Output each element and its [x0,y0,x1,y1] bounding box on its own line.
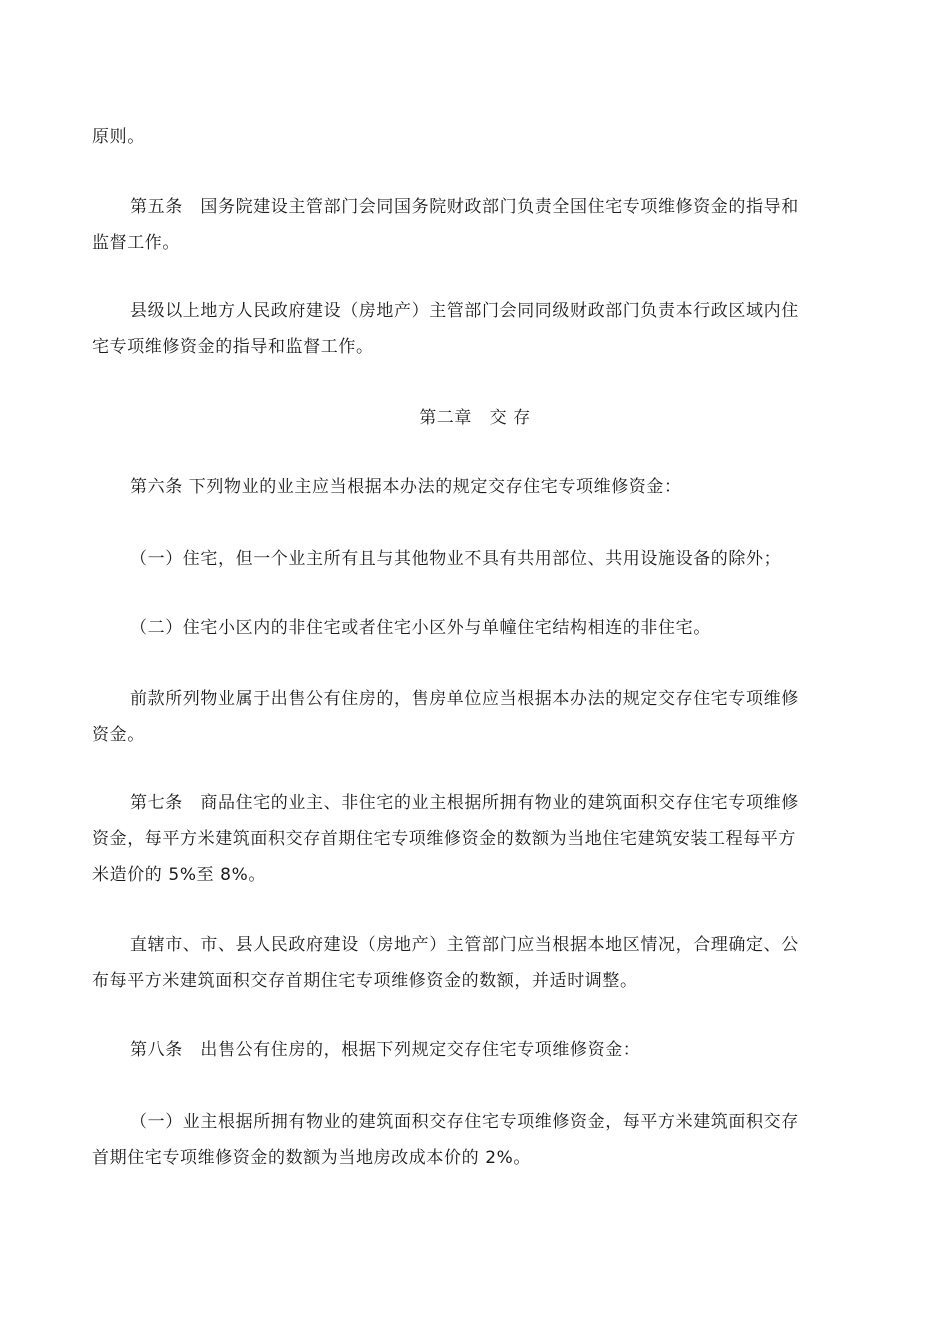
text-line: 首期住宅专项维修资金的数额为当地房改成本价的 2%。 [92,1148,531,1168]
article-8-item-1 [92,1104,862,1176]
text-line: 前款所列物业属于出售公有住房的，售房单位应当根据本办法的规定交存住宅专项维修 [130,689,799,709]
chapter-2-heading [0,400,950,436]
text-line: （一）业主根据所拥有物业的建筑面积交存住宅专项维修资金，每平方米建筑面积交存 [130,1112,799,1132]
text-line: 第六条 下列物业的业主应当根据本办法的规定交存住宅专项维修资金： [130,477,682,497]
article-5 [92,189,862,261]
text-line: 米造价的 5%至 8%。 [92,865,266,885]
text-line: 第八条 出售公有住房的，根据下列规定交存住宅专项维修资金： [130,1040,641,1060]
text-line: （一）住宅，但一个业主所有且与其他物业不具有共用部位、共用设施设备的除外； [130,549,782,569]
text-line: 监督工作。 [92,233,180,253]
article-5-paragraph-2 [92,293,862,365]
article-6-item-2 [92,610,862,646]
article-6 [92,469,862,505]
article-7-paragraph-2 [92,927,862,999]
text-line: 资金。 [92,725,145,745]
article-8 [92,1032,862,1068]
chapter-title: 第二章 交 存 [419,408,531,428]
paragraph-principle-end [92,119,862,155]
article-6-paragraph-2 [92,681,862,753]
text-line: 直辖市、市、县人民政府建设（房地产）主管部门应当根据本地区情况，合理确定、公 [130,935,799,955]
text-line: 原则。 [92,127,145,147]
text-line: 宅专项维修资金的指导和监督工作。 [92,337,374,357]
article-7 [92,785,862,893]
text-line: 第七条 商品住宅的业主、非住宅的业主根据所拥有物业的建筑面积交存住宅专项维修 [130,793,799,813]
text-line: （二）住宅小区内的非住宅或者住宅小区外与单幢住宅结构相连的非住宅。 [130,618,711,638]
article-6-item-1 [92,541,862,577]
text-line: 县级以上地方人民政府建设（房地产）主管部门会同同级财政部门负责本行政区域内住 [130,301,799,321]
text-line: 布每平方米建筑面积交存首期住宅专项维修资金的数额，并适时调整。 [92,971,638,991]
text-line: 第五条 国务院建设主管部门会同国务院财政部门负责全国住宅专项维修资金的指导和 [130,197,799,217]
text-line: 资金，每平方米建筑面积交存首期住宅专项维修资金的数额为当地住宅建筑安装工程每平方 [92,829,796,849]
